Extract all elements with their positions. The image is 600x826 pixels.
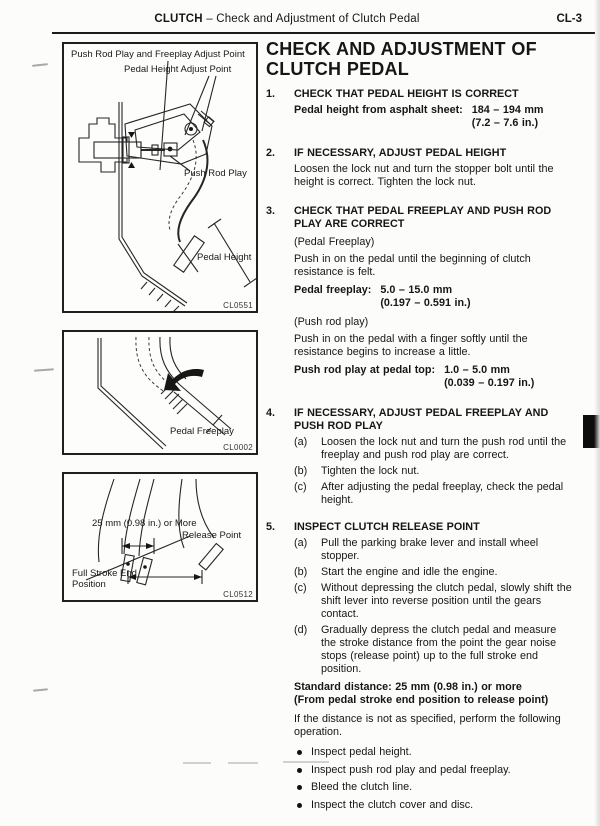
spec-pedal-height xyxy=(294,104,572,130)
spec-pedal-freeplay xyxy=(294,284,572,310)
scan-mark xyxy=(33,688,48,692)
figure-code: CL0551 xyxy=(223,301,253,310)
standard-distance-note: (From pedal stroke end position to release point) xyxy=(294,694,549,706)
substep-marker: (b) xyxy=(294,566,308,578)
substep-marker: (b) xyxy=(294,465,308,477)
substep-text: Start the engine and idle the engine. xyxy=(321,566,498,578)
substep-text: Gradually depress the clutch pedal and measure the stroke distance from the point the gear noise stops (release point) up to the full stroke end position. xyxy=(321,624,557,675)
list-item xyxy=(294,746,572,759)
step-3 xyxy=(266,205,572,396)
subhead-pedal-freeplay: (Pedal Freeplay) xyxy=(294,236,375,248)
step-2 xyxy=(266,147,572,194)
list-item-text: Inspect the clutch cover and disc. xyxy=(311,798,474,811)
bullet-icon xyxy=(297,768,302,773)
substep-marker: (a) xyxy=(294,537,308,549)
step-heading: CHECK THAT PEDAL HEIGHT IS CORRECT xyxy=(294,88,519,100)
standard-distance-value: Standard distance: 25 mm (0.98 in.) or more xyxy=(294,681,522,693)
scan-smudge xyxy=(183,762,211,764)
list-item-text: Inspect pedal height. xyxy=(311,746,412,758)
step-heading: IF NECESSARY, ADJUST PEDAL FREEPLAY AND PUSH ROD PLAY xyxy=(294,407,549,432)
label-release-point: Release Point xyxy=(182,530,242,541)
step-5 xyxy=(266,521,572,816)
scan-mark xyxy=(34,368,54,371)
scan-mark xyxy=(32,63,48,67)
header-title: – Check and Adjustment of Clutch Pedal xyxy=(202,13,420,25)
spec-label: Pedal height from asphalt sheet: xyxy=(294,104,463,116)
step-4 xyxy=(266,407,572,510)
list-item xyxy=(294,799,572,812)
figure-pedal-freeplay xyxy=(62,330,258,455)
spec-value-mm: 184 – 194 mm xyxy=(471,104,544,116)
substep-a xyxy=(294,537,572,563)
substep-text: Tighten the lock nut. xyxy=(321,465,420,477)
step-body-text: Loosen the lock nut and turn the stopper bolt until the height is correct. Tighten the lock nut. xyxy=(294,163,554,188)
scan-edge-shade xyxy=(594,0,600,826)
list-item-text: Bleed the clutch line. xyxy=(311,781,413,793)
spec-value-in: (7.2 – 7.6 in.) xyxy=(471,117,539,129)
figure-release-point xyxy=(62,472,258,602)
bullet-icon xyxy=(297,750,302,755)
substep-a xyxy=(294,436,572,462)
step-number: 4. xyxy=(266,407,276,419)
step-number: 5. xyxy=(266,521,276,533)
list-item xyxy=(294,781,572,794)
substep-text: Pull the parking brake lever and install wheel stopper. xyxy=(321,537,539,562)
section-title: CHECK AND ADJUSTMENT OF CLUTCH PEDAL xyxy=(266,39,537,79)
substep-marker: (d) xyxy=(294,624,308,636)
spec-value-mm: 1.0 – 5.0 mm xyxy=(444,364,510,376)
bullet-icon xyxy=(297,803,302,808)
substep-text: Without depressing the clutch pedal, slowly shift the shift lever into reverse position until the gears contact. xyxy=(321,582,572,620)
step-heading: INSPECT CLUTCH RELEASE POINT xyxy=(294,521,480,533)
page-header xyxy=(52,13,522,25)
substep-text: Loosen the lock nut and turn the push rod until the freeplay and push rod play are correct. xyxy=(321,436,567,461)
spec-push-rod-play xyxy=(294,364,572,390)
step-number: 1. xyxy=(266,88,276,100)
spec-value-mm: 5.0 – 15.0 mm xyxy=(380,284,453,296)
header-section: CLUTCH xyxy=(154,13,203,25)
label-pedal-height: Pedal Height xyxy=(197,252,252,263)
substep-b xyxy=(294,465,572,478)
list-item-text: Inspect push rod play and pedal freeplay. xyxy=(311,763,511,776)
substep-text: After adjusting the pedal freeplay, check the pedal height. xyxy=(321,481,564,506)
label-pedal-height-adjust-point: Pedal Height Adjust Point xyxy=(124,64,232,75)
substep-c xyxy=(294,582,572,621)
substep-c xyxy=(294,481,572,507)
header-rule xyxy=(52,32,595,34)
step-number: 3. xyxy=(266,205,276,217)
label-pushrod-freeplay-adjust-point: Push Rod Play and Freeplay Adjust Point xyxy=(71,49,245,60)
figure-pedal-adjust-points xyxy=(62,42,258,313)
not-as-specified-note: If the distance is not as specified, perform the following operation. xyxy=(294,713,561,738)
step-number: 2. xyxy=(266,147,276,159)
step-body-text: Push in on the pedal until the beginning of clutch resistance is felt. xyxy=(294,253,531,278)
substep-marker: (c) xyxy=(294,481,307,493)
step-1 xyxy=(266,88,572,136)
scan-smudge xyxy=(283,761,329,763)
substep-marker: (c) xyxy=(294,582,307,594)
spec-value-in: (0.197 – 0.591 in.) xyxy=(380,297,471,309)
inspection-list xyxy=(294,746,572,812)
spec-label: Push rod play at pedal top: xyxy=(294,364,436,376)
figure-code: CL0002 xyxy=(223,443,253,452)
label-push-rod-play: Push Rod Play xyxy=(184,168,247,179)
figure-code: CL0512 xyxy=(223,590,253,599)
substep-b xyxy=(294,566,572,579)
substep-d xyxy=(294,624,572,676)
procedure-column xyxy=(266,40,572,826)
scan-smudge xyxy=(228,762,258,764)
label-full-stroke-end-position: Full Stroke End Position xyxy=(72,568,137,590)
step-heading: CHECK THAT PEDAL FREEPLAY AND PUSH ROD PLAY ARE CORRECT xyxy=(294,205,552,230)
page-number: CL-3 xyxy=(556,13,582,25)
spec-value-in: (0.039 – 0.197 in.) xyxy=(444,377,535,389)
list-item xyxy=(294,764,572,777)
label-pedal-freeplay: Pedal Freeplay xyxy=(170,426,234,437)
substep-marker: (a) xyxy=(294,436,308,448)
subhead-push-rod-play: (Push rod play) xyxy=(294,316,369,328)
label-25mm-or-more: 25 mm (0.98 in.) or More xyxy=(92,518,197,529)
step-body-text: Push in on the pedal with a finger softly until the resistance begins to increase a little. xyxy=(294,333,528,358)
bullet-icon xyxy=(297,785,302,790)
step-heading: IF NECESSARY, ADJUST PEDAL HEIGHT xyxy=(294,147,507,159)
spec-label: Pedal freeplay: xyxy=(294,284,372,296)
